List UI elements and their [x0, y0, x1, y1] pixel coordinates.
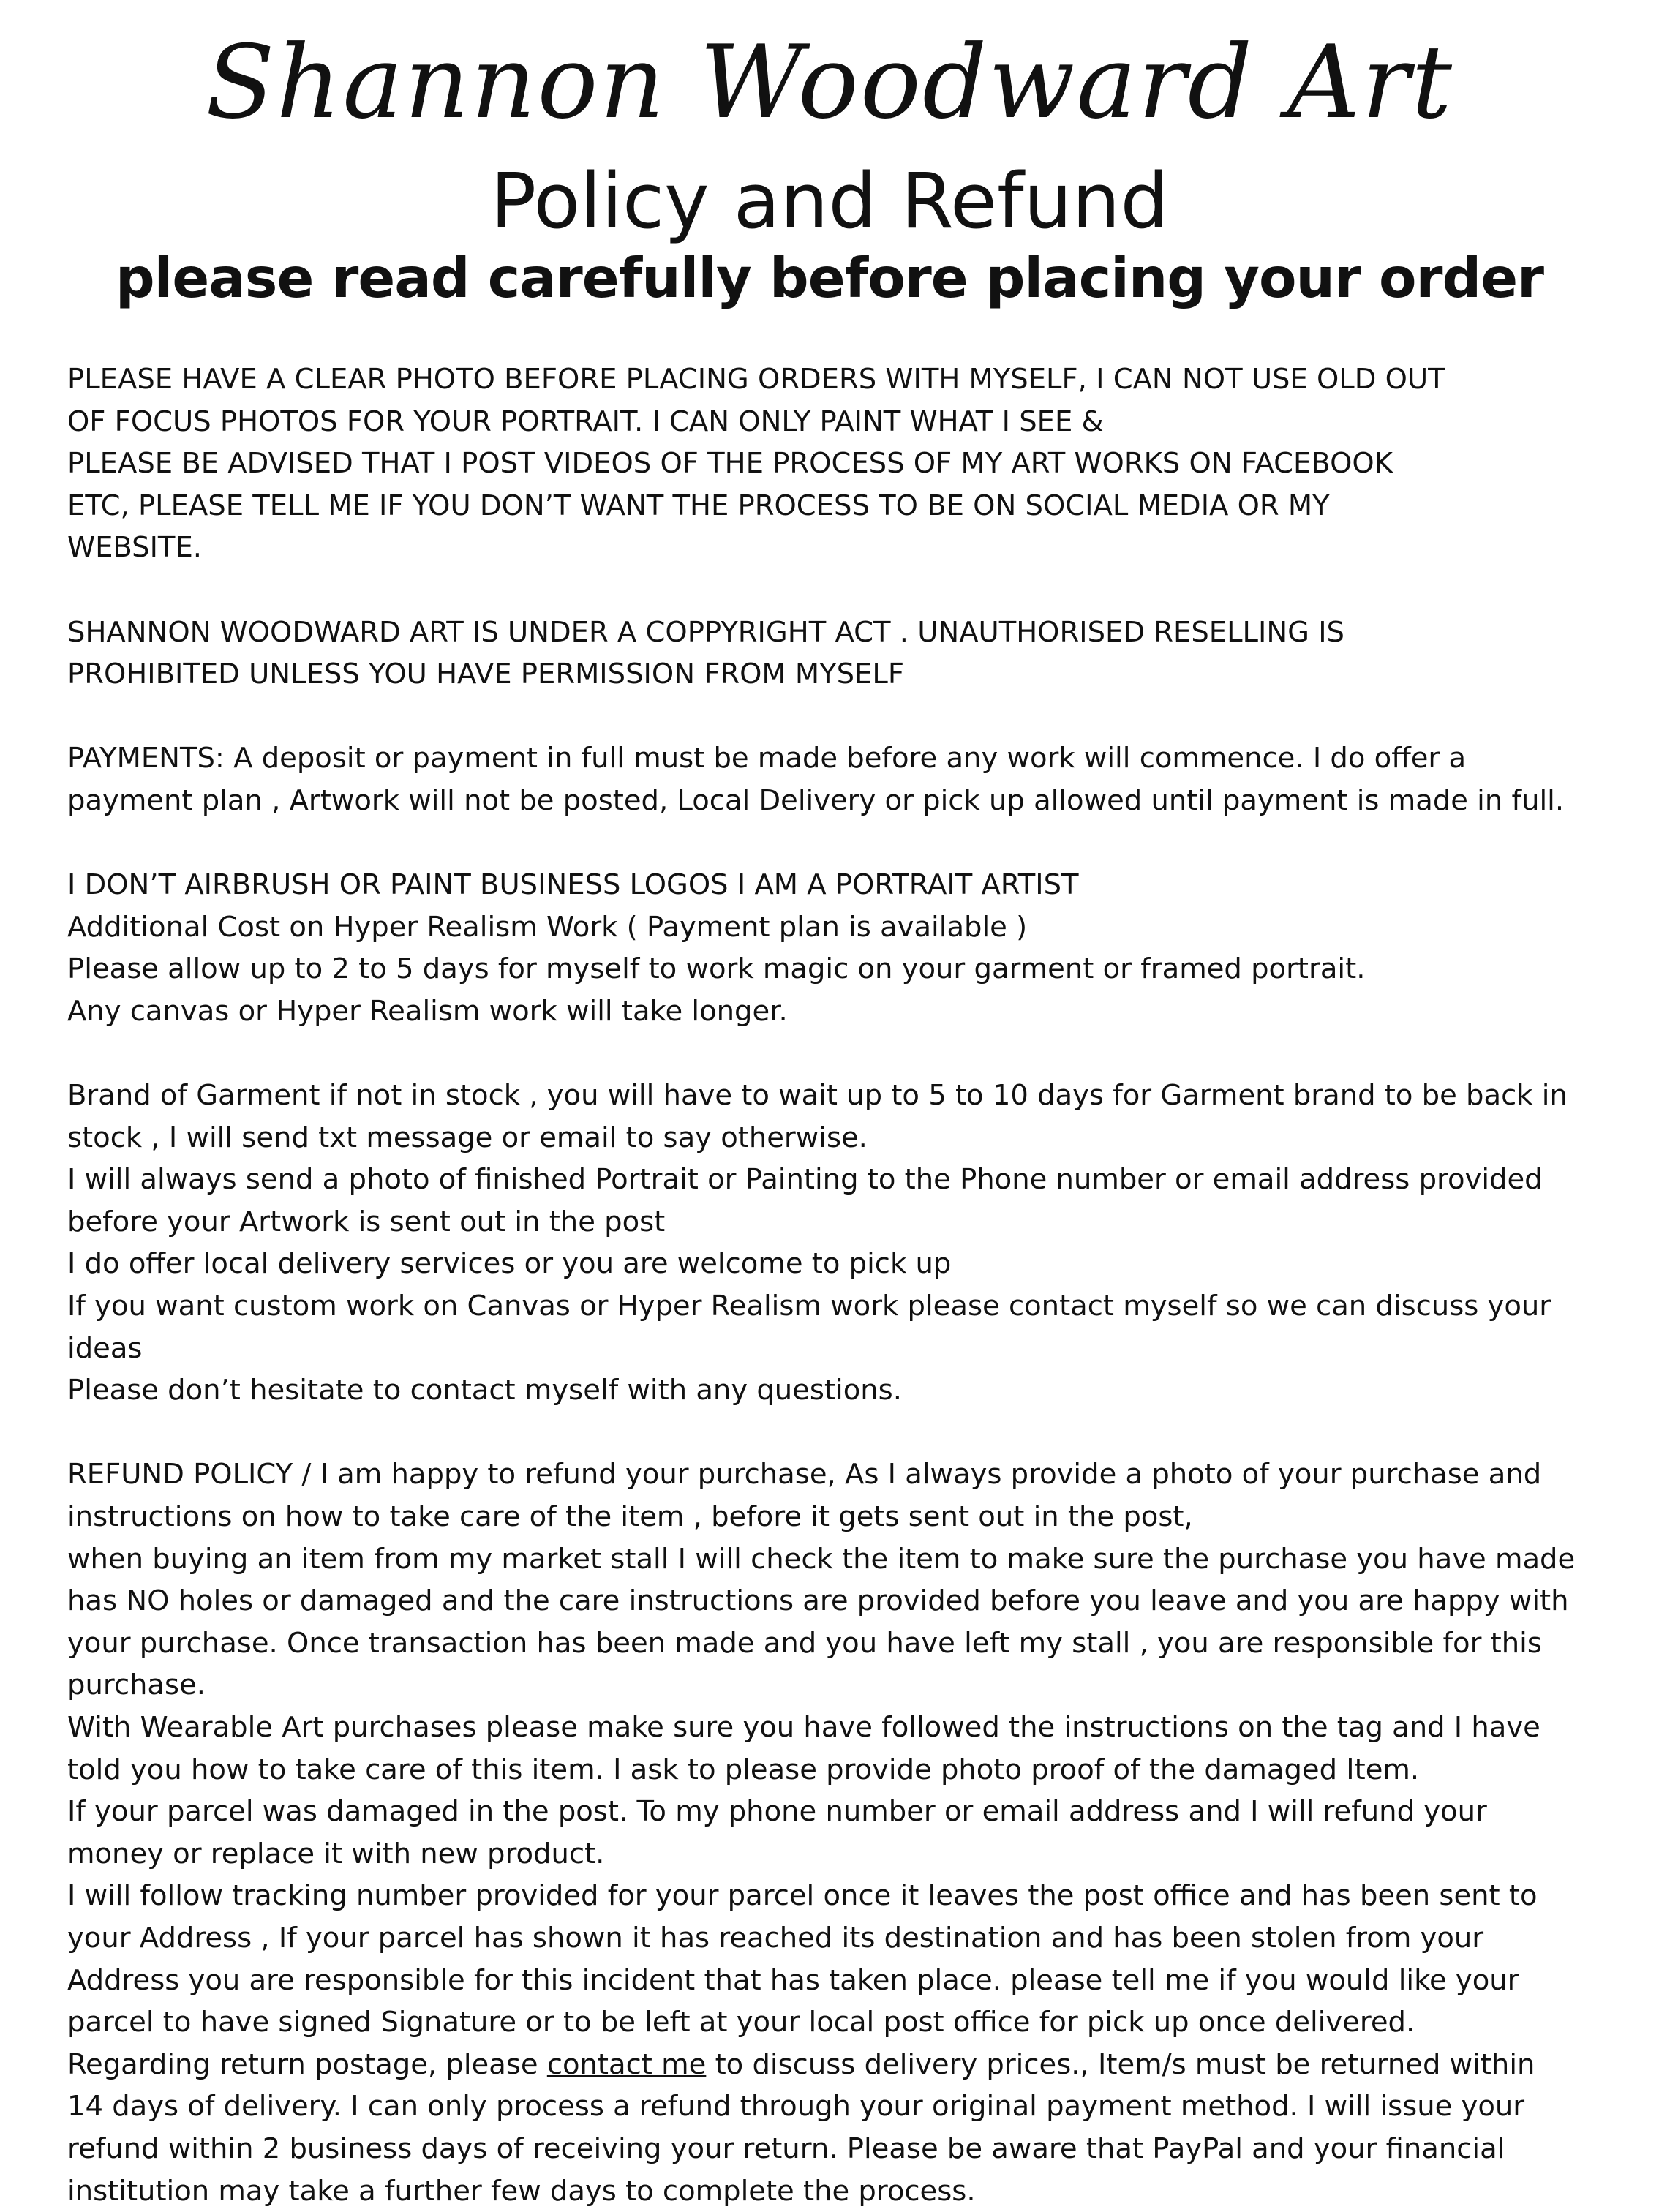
text-line: parcel to have signed Signature or to be left at your local post office for pick up once delivered.	[67, 2006, 1415, 2039]
refund-policy-paragraph	[67, 1453, 1611, 2212]
text-line: Additional Cost on Hyper Realism Work ( Payment plan is available )	[67, 910, 1028, 944]
text-line: ideas	[67, 1331, 143, 1365]
page-title: Policy and Refund	[490, 157, 1169, 246]
text-line: when buying an item from my market stall I will check the item to make sure the purchase you have made	[67, 1542, 1576, 1576]
returns-text-end: to discuss delivery prices., Item/s must be returned within	[706, 2047, 1535, 2081]
text-line: instructions on how to take care of the item , before it gets sent out in the post,	[67, 1500, 1193, 1534]
text-line: PROHIBITED UNLESS YOU HAVE PERMISSION FROM MYSELF	[67, 658, 904, 691]
services-paragraph	[67, 864, 1611, 1032]
text-line: payment plan , Artwork will not be posted, Local Delivery or pick up allowed until payment is made in full.	[67, 783, 1565, 817]
text-line: If your parcel was damaged in the post. To my phone number or email address and I will refund your	[67, 1795, 1487, 1829]
brand-title: Shannon Woodward Art	[206, 23, 1453, 141]
paragraph-gap	[67, 696, 1611, 738]
text-line: SHANNON WOODWARD ART IS UNDER A COPPYRIGHT ACT . UNAUTHORISED RESELLING IS	[67, 615, 1344, 649]
text-line: your purchase. Once transaction has been made and you have left my stall , you are responsible for this	[67, 1626, 1542, 1660]
text-line: ETC, PLEASE TELL ME IF YOU DON’T WANT THE PROCESS TO BE ON SOCIAL MEDIA OR MY	[67, 489, 1330, 522]
text-line: Address you are responsible for this incident that has taken place. please tell me if you would like your	[67, 1963, 1519, 1997]
text-line: OF FOCUS PHOTOS FOR YOUR PORTRAIT. I CAN ONLY PAINT WHAT I SEE &	[67, 405, 1104, 438]
garments-paragraph	[67, 1075, 1611, 1412]
returns-text-start: Regarding return postage, please	[67, 2047, 547, 2081]
text-line: Brand of Garment if not in stock , you will have to wait up to 5 to 10 days for Garment brand to be back in	[67, 1079, 1568, 1113]
text-line: stock , I will send txt message or email to say otherwise.	[67, 1121, 868, 1154]
text-line: 14 days of delivery. I can only process a refund through your original payment method. I will issue your	[67, 2090, 1525, 2123]
paragraph-gap	[67, 1033, 1611, 1075]
text-line: WEBSITE.	[67, 531, 203, 565]
payments-paragraph	[67, 737, 1611, 821]
paragraph-gap	[67, 569, 1611, 612]
text-line: With Wearable Art purchases please make sure you have followed the instructions on the tag and I have	[67, 1711, 1540, 1744]
text-line: I do offer local delivery services or you are welcome to pick up	[67, 1247, 952, 1281]
paragraph-gap	[67, 822, 1611, 865]
policy-body	[67, 358, 1611, 2212]
text-line: institution may take a further few days to complete the process.	[67, 2174, 976, 2208]
text-line: purchase.	[67, 1669, 206, 1702]
text-line: I will follow tracking number provided for your parcel once it leaves the post office and has been sent to	[67, 1879, 1538, 1913]
paragraph-gap	[67, 1412, 1611, 1454]
text-line: I will always send a photo of finished Portrait or Painting to the Phone number or email address provided	[67, 1163, 1543, 1197]
text-line: refund within 2 business days of receiving your return. Please be aware that PayPal and your financial	[67, 2132, 1505, 2165]
text-line: Please don’t hesitate to contact myself with any questions.	[67, 1374, 902, 1407]
text-line: Any canvas or Hyper Realism work will take longer.	[67, 994, 788, 1028]
copyright-paragraph	[67, 612, 1611, 696]
text-line: I DON’T AIRBRUSH OR PAINT BUSINESS LOGOS I AM A PORTRAIT ARTIST	[67, 868, 1079, 902]
text-line: before your Artwork is sent out in the post	[67, 1205, 666, 1238]
text-line: PLEASE BE ADVISED THAT I POST VIDEOS OF THE PROCESS OF MY ART WORKS ON FACEBOOK	[67, 447, 1393, 481]
text-line: Please allow up to 2 to 5 days for myself to work magic on your garment or framed portrait.	[67, 952, 1366, 986]
text-line: REFUND POLICY / I am happy to refund your purchase, As I always provide a photo of your purchase and	[67, 1458, 1542, 1491]
text-line: If you want custom work on Canvas or Hyper Realism work please contact myself so we can discuss your	[67, 1290, 1551, 1323]
text-line: PLEASE HAVE A CLEAR PHOTO BEFORE PLACING ORDERS WITH MYSELF, I CAN NOT USE OLD OUT	[67, 363, 1445, 396]
photo-policy-paragraph	[67, 358, 1611, 569]
contact-me-link[interactable]: contact me	[546, 2047, 707, 2081]
read-carefully-notice: please read carefully before placing your order	[115, 246, 1544, 310]
text-line: PAYMENTS: A deposit or payment in full must be made before any work will commence. I do offer a	[67, 742, 1467, 775]
returns-line	[67, 2044, 1611, 2086]
text-line: has NO holes or damaged and the care instructions are provided before you leave and you are happy with	[67, 1584, 1569, 1618]
text-line: told you how to take care of this item. I ask to please provide photo proof of the damaged Item.	[67, 1753, 1420, 1786]
text-line: your Address , If your parcel has shown it has reached its destination and has been stolen from your	[67, 1921, 1484, 1955]
text-line: money or replace it with new product.	[67, 1837, 605, 1870]
